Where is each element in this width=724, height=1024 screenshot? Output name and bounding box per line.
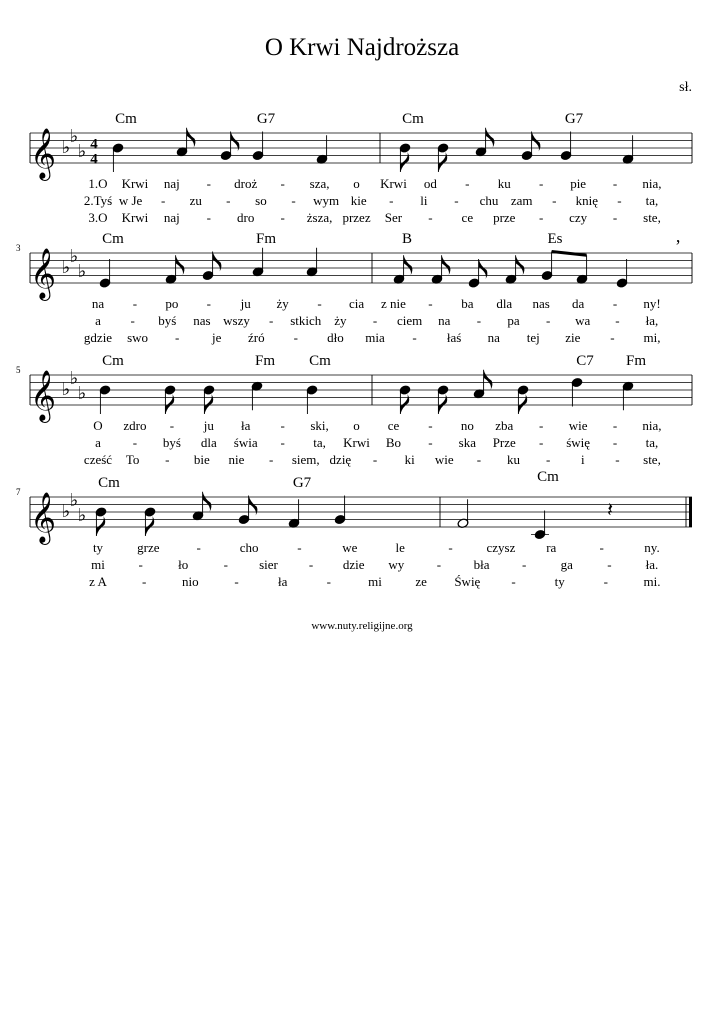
treble-clef-icon: 𝄞 [29,371,57,420]
lyric-syllable: od [423,176,437,191]
lyric-hyphen: - [206,176,211,191]
lyric-syllable: ło [178,557,189,572]
lyric-hyphen: - [132,296,138,311]
lyric-syllable: ju [203,418,214,433]
lyric-hyphen: - [280,418,285,433]
lyric-hyphen: - [545,313,551,328]
breath-mark-icon: ’ [675,236,681,256]
lyric-syllable: ku [507,452,520,467]
lyric-syllable: ży [334,313,347,328]
lyric-hyphen: - [612,296,618,311]
flat-sign-icon: ♭ [61,379,71,399]
eighth-flag [165,394,174,414]
lyric-hyphen: - [539,176,544,191]
lyric-syllable: ste, [643,210,661,225]
lyric-hyphen: - [603,574,609,589]
lyric-syllable: stkich [290,313,322,328]
lyric-hyphen: - [226,193,231,208]
chord-symbol: G7 [292,475,312,491]
lyric-syllable: świę [566,435,591,450]
flat-sign-icon: ♭ [61,257,71,277]
lyric-syllable: ciem [396,313,423,328]
chord-symbol: Cm [102,231,124,247]
lyric-hyphen: - [161,193,166,208]
lyric-syllable: Świę [454,574,481,589]
lyric-syllable: ła. [645,557,659,572]
lyric-syllable: bie [193,452,210,467]
lyric-hyphen: - [308,557,314,572]
lyric-hyphen: - [141,574,147,589]
lyric-hyphen: - [428,296,433,311]
flat-sign-icon: ♭ [69,367,79,388]
lyric-hyphen: - [610,330,615,345]
treble-clef-icon: 𝄞 [29,493,57,542]
flat-sign-icon: ♭ [69,489,79,510]
lyric-syllable: ski, [310,418,329,433]
lyric-hyphen: - [612,210,618,225]
eighth-flag [400,394,409,414]
lyric-syllable: mi, [643,330,661,345]
lyric-syllable: gdzie [83,330,113,345]
lyric-syllable: cho [239,540,259,555]
lyric-syllable: ny. [644,540,660,555]
lyric-hyphen: - [599,540,604,555]
lyric-syllable: droż [234,176,258,191]
eighth-flag [249,496,258,516]
lyric-syllable: dzie [342,557,365,572]
lyric-syllable: ku [497,176,511,191]
lyric-syllable: naj [163,210,180,225]
lyric-syllable: ła [277,574,288,589]
eighth-flag [204,394,213,414]
lyric-hyphen: - [223,557,229,572]
lyric-syllable: cia [348,296,365,311]
lyric-hyphen: - [511,574,516,589]
lyric-hyphen: - [539,210,544,225]
lyric-syllable: knię [575,193,599,208]
lyric-syllable: byś [162,435,181,450]
lyric-hyphen: - [454,193,459,208]
lyric-syllable: nas [532,296,550,311]
lyric-syllable: cześć [83,452,113,467]
lyric-syllable: ga [560,557,573,572]
lyric-syllable: zie [565,330,581,345]
lyric-syllable: ju [240,296,251,311]
lyric-hyphen: - [268,452,274,467]
lyric-syllable: O [93,418,103,433]
lyric-hyphen: - [476,313,482,328]
lyric-syllable: ży [276,296,289,311]
lyric-syllable: ty [92,540,104,555]
lyric-hyphen: - [428,210,433,225]
measure-number: 7 [16,487,21,497]
eighth-flag [231,132,240,152]
lyric-syllable: wa [575,313,591,328]
lyric-syllable: Bo [385,435,402,450]
lyric-hyphen: - [539,418,544,433]
lyric-syllable: da [571,296,585,311]
quarter-rest-icon: 𝄽 [606,499,614,522]
eighth-flag [486,128,495,148]
lyric-syllable: w Je [118,193,143,208]
chord-symbol: Cm [115,111,137,127]
lyric-hyphen: - [372,313,378,328]
lyric-syllable: je [212,330,222,345]
measure-number: 5 [16,365,21,375]
lyric-syllable: ła, [645,313,659,328]
lyric-syllable: wym [313,193,340,208]
lyric-syllable: mia [365,330,385,345]
lyric-syllable: Ser [384,210,403,225]
lyric-syllable: czysz [486,540,516,555]
lyric-hyphen: - [372,452,378,467]
lyric-syllable: ta, [645,193,659,208]
eighth-flag [442,255,451,275]
chord-symbol: G7 [564,111,584,127]
beam [552,252,587,256]
lyric-syllable: mi [368,574,382,589]
eighth-flag [516,255,525,275]
lyric-syllable: przez [342,210,371,225]
time-signature-bottom: 4 [90,151,98,168]
lyric-syllable: a [95,313,101,328]
chord-symbol: Cm [402,111,424,127]
lyric-syllable: ta, [313,435,326,450]
flat-sign-icon: ♭ [69,125,79,146]
lyric-hyphen: - [607,557,612,572]
final-barline-thick [689,497,692,527]
lyric-syllable: łaś [446,330,462,345]
lyric-syllable: nio [182,574,199,589]
lyric-syllable: mi [91,557,105,572]
eighth-flag [96,516,105,536]
lyric-hyphen: - [130,313,135,328]
lyric-hyphen: - [521,557,527,572]
chord-symbol: B [401,231,413,247]
lyric-syllable: tej [526,330,540,345]
lyric-syllable: Krwi [380,176,407,191]
lyric-syllable: Krwi [121,176,149,191]
lyric-syllable: ze [415,574,427,589]
lyric-hyphen: - [169,418,175,433]
lyric-syllable: dla [496,296,513,311]
lyric-syllable: świa [233,435,258,450]
lyric-hyphen: - [317,296,322,311]
lyric-syllable: bła [473,557,490,572]
flat-sign-icon: ♭ [77,140,87,161]
lyric-hyphen: - [539,435,544,450]
chord-symbol: Fm [625,353,647,369]
lyric-syllable: i [580,452,585,467]
lyric-syllable: To [125,452,140,467]
lyric-syllable: wie [434,452,454,467]
lyric-syllable: ki [404,452,415,467]
lyric-syllable: dło [327,330,344,345]
measure-number: 3 [16,243,21,253]
lyric-hyphen: - [428,435,433,450]
lyric-hyphen: - [297,540,302,555]
lyric-syllable: nia, [642,176,662,191]
lyric-hyphen: - [138,557,143,572]
lyric-syllable: wszy [223,313,250,328]
chord-symbol: G7 [256,111,276,127]
lyric-syllable: z A [89,574,107,589]
lyric-syllable: siem, [291,452,320,467]
lyric-hyphen: - [428,418,433,433]
chord-symbol: Es [547,231,563,247]
eighth-flag [484,370,493,390]
song-title: O Krwi Najdroższa [264,34,460,61]
eighth-flag [438,152,447,172]
lyric-syllable: ła [241,418,251,433]
flat-sign-icon: ♭ [77,260,87,281]
lyric-syllable: ra [546,540,557,555]
lyric-syllable: naj [163,176,180,191]
chord-symbol: C7 [576,353,594,369]
lyric-syllable: ce [461,210,474,225]
lyric-hyphen: - [615,452,620,467]
lyric-syllable: wy [388,557,405,572]
footer-url: www.nuty.religijne.org [311,620,413,632]
lyric-syllable: kie [350,193,367,208]
treble-clef-icon: 𝄞 [29,129,57,178]
chord-symbol: Cm [309,353,331,369]
lyric-syllable: dla [200,435,217,450]
chord-symbol: Cm [102,353,124,369]
lyric-syllable: czy [569,210,588,225]
lyric-syllable: ce [387,418,400,433]
lyric-syllable: Krwi [121,210,149,225]
lyric-hyphen: - [132,435,138,450]
lyric-syllable: 1.O [88,176,108,191]
lyric-syllable: nie [228,452,245,467]
lyric-syllable: na [91,296,105,311]
lyric-hyphen: - [552,193,557,208]
lyric-hyphen: - [412,330,417,345]
lyric-hyphen: - [196,540,201,555]
lyric-syllable: chu [479,193,499,208]
lyric-syllable: pa [507,313,520,328]
lyric-syllable: ny! [643,296,661,311]
lyric-syllable: Krwi [343,435,370,450]
lyric-syllable: pie [570,176,587,191]
lyric-syllable: o [353,418,360,433]
author-credit: sł. [679,80,692,95]
lyric-syllable: ta, [645,435,659,450]
lyric-syllable: po [165,296,179,311]
lyric-syllable: na [487,330,500,345]
lyric-hyphen: - [612,176,618,191]
eighth-flag [400,152,409,172]
flat-sign-icon: ♭ [69,245,79,266]
chord-symbol: Cm [537,469,559,485]
lyric-hyphen: - [465,176,470,191]
lyric-syllable: a [95,435,101,450]
lyric-hyphen: - [326,574,332,589]
lyric-syllable: sza, [309,176,330,191]
lyric-syllable: 3.O [88,210,108,225]
lyric-syllable: ste, [643,452,661,467]
lyric-syllable: no [460,418,474,433]
lyric-syllable: we [342,540,358,555]
chord-symbol: Cm [98,475,120,491]
lyric-hyphen: - [612,435,618,450]
lyric-hyphen: - [234,574,239,589]
lyric-hyphen: - [293,330,299,345]
lyric-hyphen: - [545,452,551,467]
lyric-syllable: o [353,176,360,191]
lyric-syllable: wie [568,418,588,433]
chord-symbol: Fm [254,353,276,369]
lyric-syllable: nia, [642,418,662,433]
lyric-hyphen: - [174,330,180,345]
lyric-hyphen: - [436,557,442,572]
lyric-syllable: ska [458,435,477,450]
lyric-syllable: zam [510,193,533,208]
lyric-syllable: dro [237,210,255,225]
lyric-hyphen: - [612,418,618,433]
lyric-syllable: prze [493,210,516,225]
flat-sign-icon: ♭ [61,501,71,521]
lyric-hyphen: - [280,435,285,450]
lyric-hyphen: - [280,210,285,225]
chord-symbol: Fm [255,231,277,247]
eighth-flag [438,394,447,414]
lyric-hyphen: - [165,452,170,467]
lyric-syllable: so [255,193,267,208]
eighth-flag [213,252,222,272]
lyric-hyphen: - [389,193,394,208]
lyric-syllable: le [395,540,405,555]
lyric-syllable: źró [247,330,265,345]
treble-clef-icon: 𝄞 [29,249,57,298]
lyric-syllable: zu [189,193,202,208]
lyric-syllable: ty [554,574,565,589]
lyric-hyphen: - [206,296,211,311]
flat-sign-icon: ♭ [61,137,71,157]
lyric-syllable: byś [158,313,177,328]
flat-sign-icon: ♭ [77,504,87,525]
lyric-hyphen: - [617,193,622,208]
lyric-hyphen: - [448,540,453,555]
lyric-hyphen: - [268,313,274,328]
lyric-hyphen: - [280,176,285,191]
eighth-flag [187,128,196,148]
lyric-syllable: dzię [329,452,352,467]
eighth-flag [479,259,488,279]
eighth-flag [532,132,541,152]
eighth-flag [518,394,527,414]
lyric-syllable: ższa, [306,210,333,225]
eighth-flag [203,492,212,512]
lyric-syllable: na [438,313,451,328]
lyric-syllable: nas [193,313,211,328]
lyric-syllable: zba [495,418,514,433]
lyric-hyphen: - [291,193,296,208]
lyric-syllable: li [420,193,428,208]
lyric-syllable: sier [259,557,278,572]
lyric-syllable: z nie [381,296,406,311]
time-signature-top: 4 [90,136,98,153]
lyric-syllable: ba [461,296,474,311]
eighth-flag [145,516,154,536]
eighth-flag [404,255,413,275]
eighth-flag [176,255,185,275]
lyric-syllable: swo [127,330,149,345]
lyric-syllable: zdro [123,418,147,433]
lyric-hyphen: - [476,452,482,467]
lyric-syllable: Prze [492,435,516,450]
lyric-syllable: mi. [643,574,661,589]
lyric-hyphen: - [615,313,620,328]
lyric-syllable: grze [137,540,160,555]
lyric-syllable: 2.Tyś [83,193,113,208]
lyric-hyphen: - [206,210,211,225]
flat-sign-icon: ♭ [77,382,87,403]
